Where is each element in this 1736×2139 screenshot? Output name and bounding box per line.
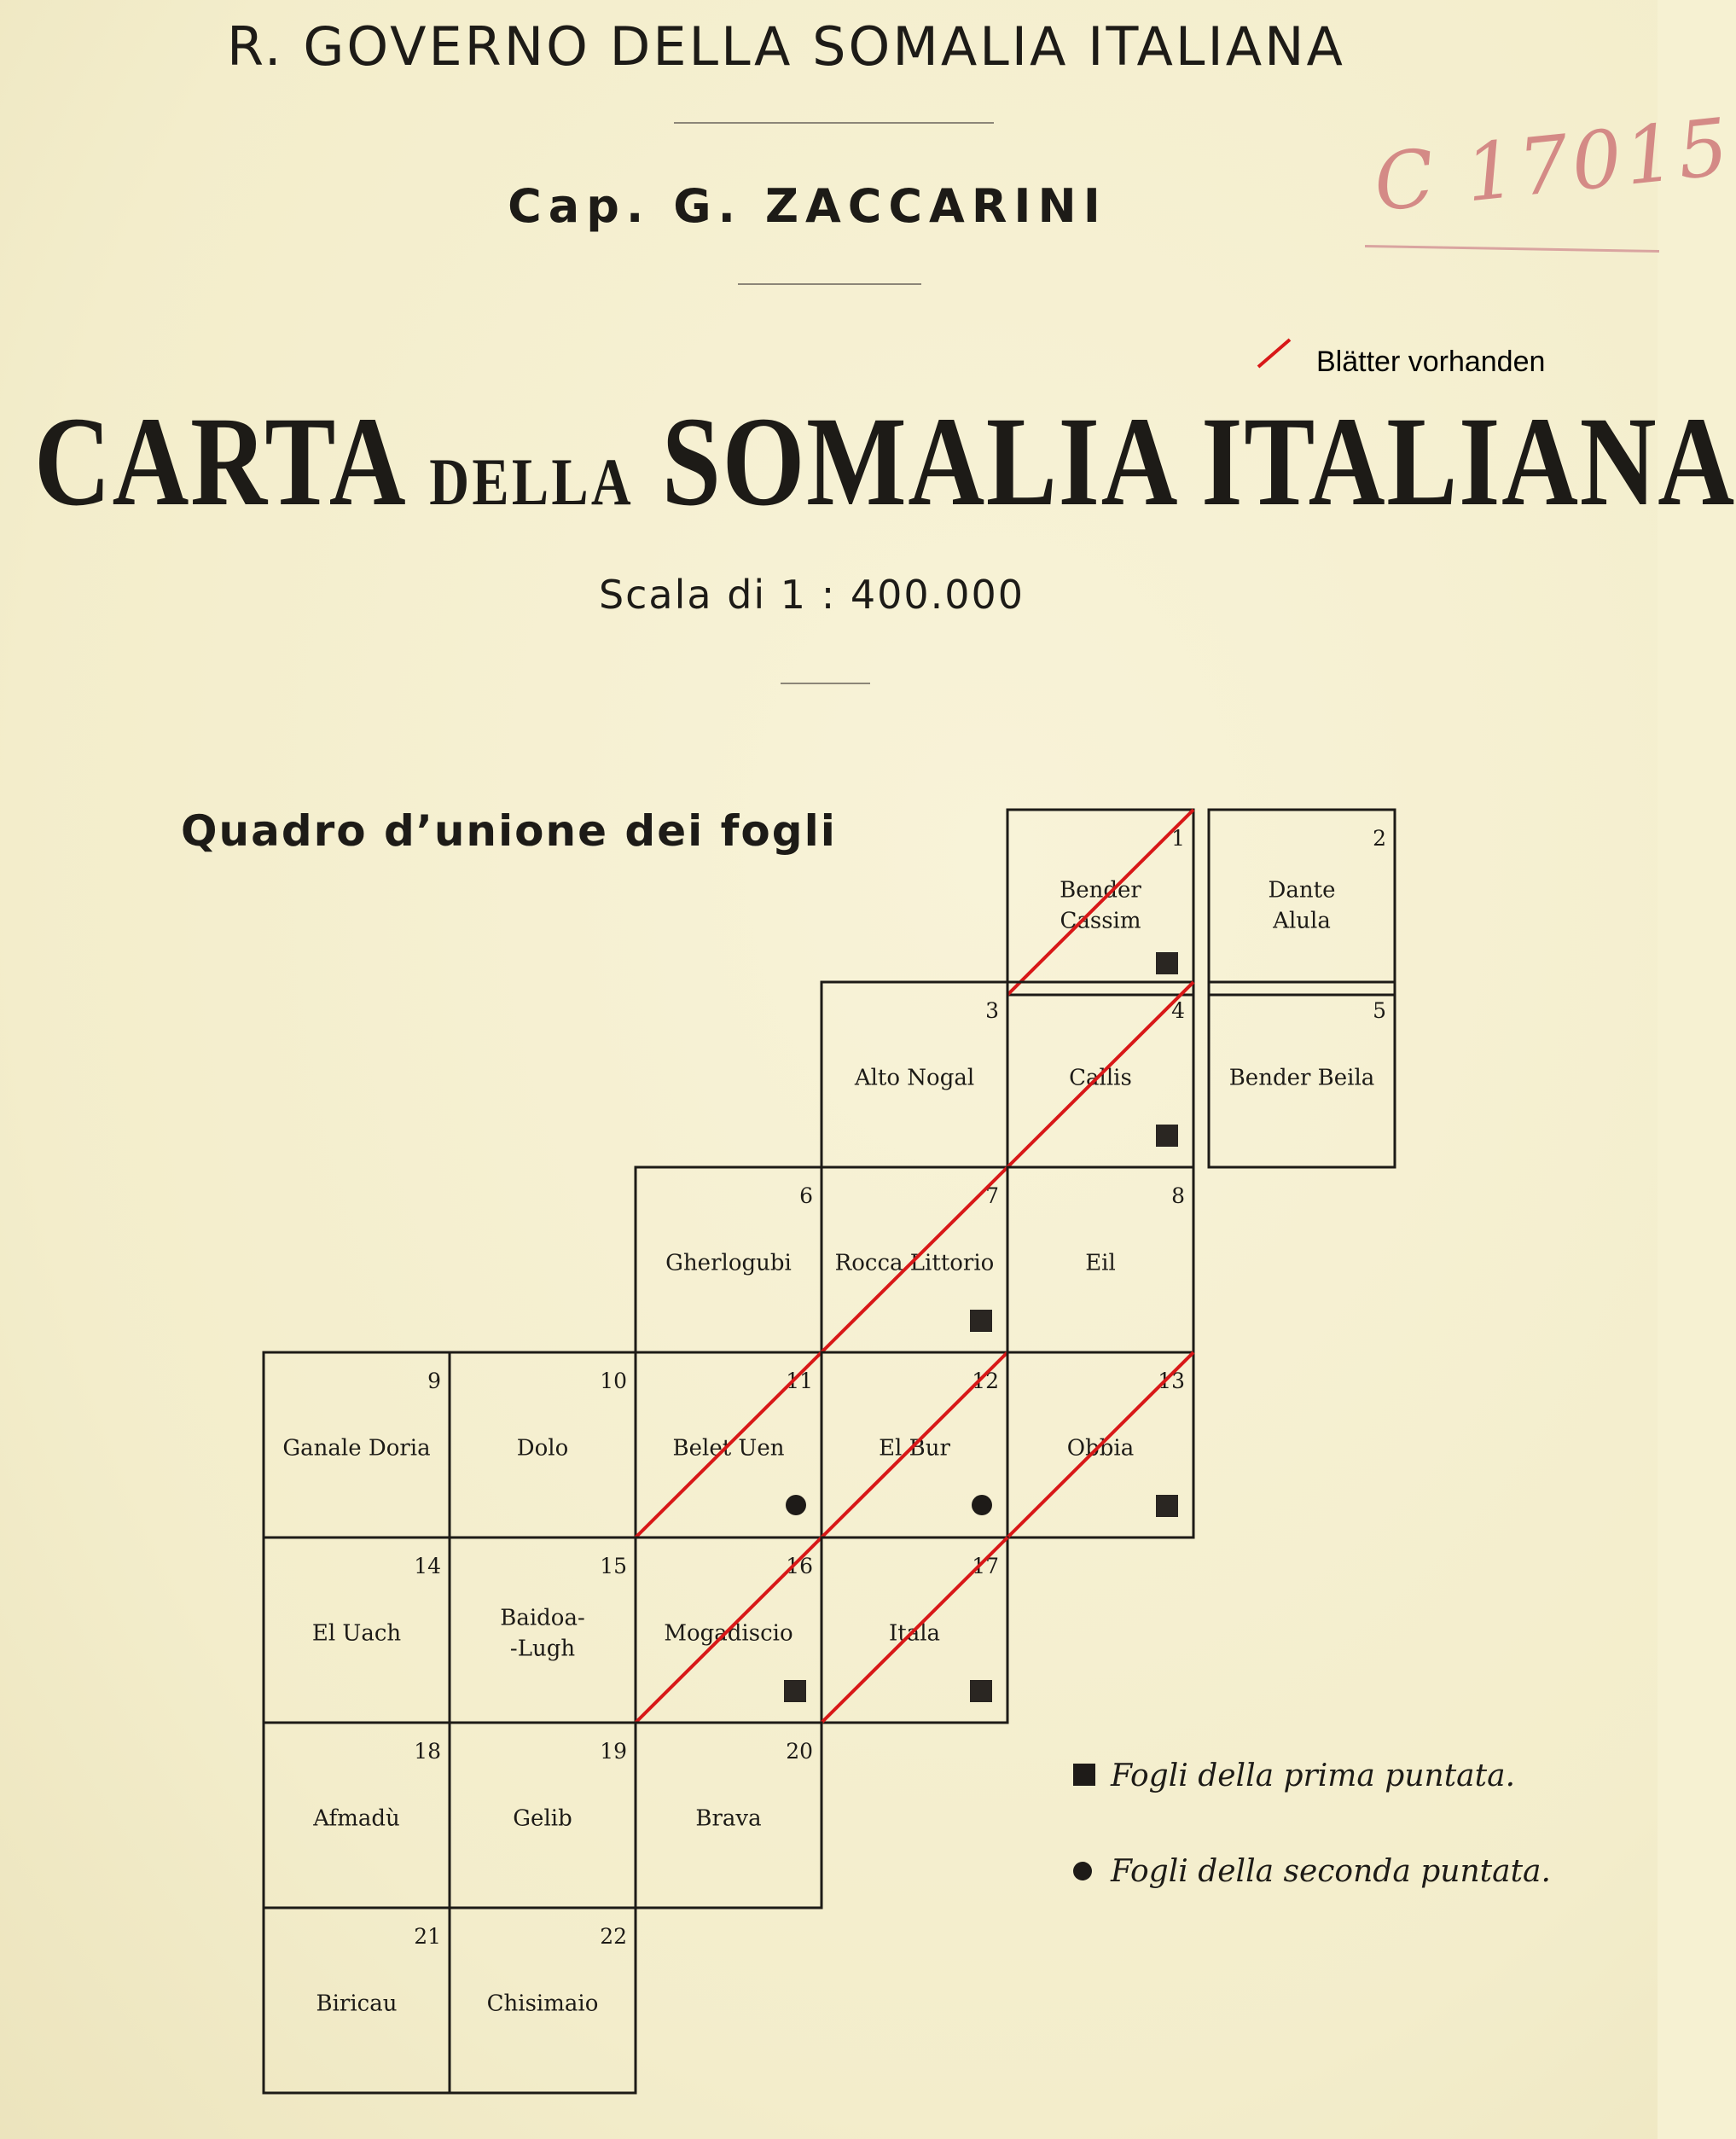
sheet-name: Mogadiscio — [664, 1620, 793, 1647]
sheet-cell — [264, 1352, 450, 1537]
sheet-cell — [450, 1908, 636, 2093]
sheet-number: 10 — [600, 1369, 627, 1393]
sheet-number: 18 — [414, 1739, 441, 1764]
sheet-name: Bender — [1060, 877, 1141, 904]
sheet-number: 13 — [1158, 1369, 1185, 1393]
sheet-name: El Uach — [311, 1620, 402, 1647]
sheet-cell — [264, 1537, 450, 1723]
sheet-name: Obbia — [1066, 1435, 1135, 1462]
sheet-cell — [1007, 1352, 1193, 1537]
sheet-name: Belet Uen — [672, 1435, 785, 1462]
sheet-cell — [1209, 810, 1395, 995]
sheet-name: Afmadù — [313, 1805, 400, 1832]
sheet-name: Itala — [888, 1620, 941, 1647]
sheet-cell — [1007, 982, 1193, 1167]
sheet-cell — [822, 1167, 1007, 1352]
legend-dot-icon — [1073, 1862, 1092, 1880]
sheet-cell — [822, 1537, 1007, 1723]
first-issue-square-icon — [1156, 1125, 1178, 1147]
sheet-name: Biricau — [316, 1991, 398, 2017]
government-heading: R. GOVERNO DELLA SOMALIA ITALIANA — [227, 15, 1345, 78]
sheet-name: Gherlogubi — [665, 1250, 792, 1276]
legend-square-icon — [1073, 1764, 1095, 1786]
sheet-cell — [822, 1352, 1007, 1537]
first-issue-square-icon — [784, 1680, 806, 1702]
map-scale: Scala di 1 : 400.000 — [598, 572, 1025, 618]
sheet-number: 6 — [799, 1183, 813, 1208]
sheet-number: 20 — [786, 1739, 813, 1764]
sheet-name: Ganale Doria — [282, 1435, 431, 1462]
red-slash-icon — [1258, 340, 1290, 367]
sheet-name: El Bur — [879, 1435, 950, 1462]
sheet-name: Dolo — [516, 1435, 569, 1462]
sheet-cell — [636, 1537, 822, 1723]
sheet-cell — [636, 1352, 822, 1537]
sheet-number: 21 — [414, 1924, 441, 1949]
sheet-number: 22 — [600, 1924, 627, 1949]
sheet-name: Dante — [1268, 877, 1336, 904]
sheet-cell — [636, 1167, 822, 1352]
sheet-cell — [636, 1723, 822, 1908]
sheet-cell — [450, 1723, 636, 1908]
first-issue-square-icon — [1156, 1495, 1178, 1517]
second-issue-dot-icon — [786, 1495, 806, 1515]
sheet-name: Rocca Littorio — [834, 1250, 995, 1276]
sheet-number: 4 — [1171, 998, 1185, 1023]
sheet-number: 11 — [786, 1369, 813, 1393]
available-sheets-note: Blätter vorhanden — [1316, 346, 1546, 378]
sheet-cell — [450, 1352, 636, 1537]
sheet-number: 16 — [786, 1554, 813, 1578]
sheet-number: 12 — [972, 1369, 999, 1393]
sheet-number: 1 — [1171, 826, 1185, 851]
title-part-della: DELLA — [429, 445, 634, 519]
legend-label: Fogli della prima puntata. — [1111, 1758, 1516, 1793]
sheet-number: 5 — [1373, 998, 1386, 1023]
sheet-name: Cassim — [1060, 908, 1141, 934]
archive-stamp: C 17015 — [1369, 101, 1736, 230]
sheet-number: 7 — [985, 1183, 999, 1208]
sheet-name: Gelib — [513, 1805, 572, 1832]
author-line: Cap. G. ZACCARINI — [508, 179, 1107, 233]
sheet-name: -Lugh — [509, 1636, 576, 1662]
sheet-number: 17 — [972, 1554, 999, 1578]
sheet-cell — [450, 1537, 636, 1723]
sheet-number: 2 — [1373, 826, 1386, 851]
sheet-cell — [264, 1723, 450, 1908]
sheet-name: Alto Nogal — [854, 1065, 975, 1091]
sheet-cell — [1209, 982, 1395, 1167]
sheet-number: 14 — [414, 1554, 441, 1578]
sheet-number: 19 — [600, 1739, 627, 1764]
sheet-cell — [822, 982, 1007, 1167]
sheet-name: Callis — [1069, 1065, 1132, 1091]
sheet-number: 8 — [1171, 1183, 1185, 1208]
sheet-cell — [1007, 810, 1193, 995]
sheet-cell — [264, 1908, 450, 2093]
sheet-number: 3 — [985, 998, 999, 1023]
sheet-name: Bender Beila — [1228, 1065, 1375, 1091]
sheet-name: Alula — [1273, 908, 1331, 934]
legend-label: Fogli della seconda puntata. — [1111, 1854, 1551, 1889]
sheet-name: Baidoa- — [500, 1605, 585, 1631]
sheet-name: Brava — [695, 1805, 762, 1832]
title-part-somalia: SOMALIA ITALIANA — [661, 391, 1736, 532]
first-issue-square-icon — [1156, 952, 1178, 974]
title-part-carta: CARTA — [34, 391, 402, 532]
second-issue-dot-icon — [972, 1495, 992, 1515]
index-title: Quadro d’unione dei fogli — [181, 806, 837, 856]
sheet-name: Eil — [1085, 1250, 1116, 1276]
red-slash-legend-icon — [1258, 340, 1290, 367]
sheet-name: Chisimaio — [486, 1991, 599, 2017]
sheet-number: 15 — [600, 1554, 627, 1578]
sheet-number: 9 — [427, 1369, 441, 1393]
sheet-cell — [1007, 1167, 1193, 1352]
first-issue-square-icon — [970, 1680, 992, 1702]
first-issue-square-icon — [970, 1310, 992, 1332]
